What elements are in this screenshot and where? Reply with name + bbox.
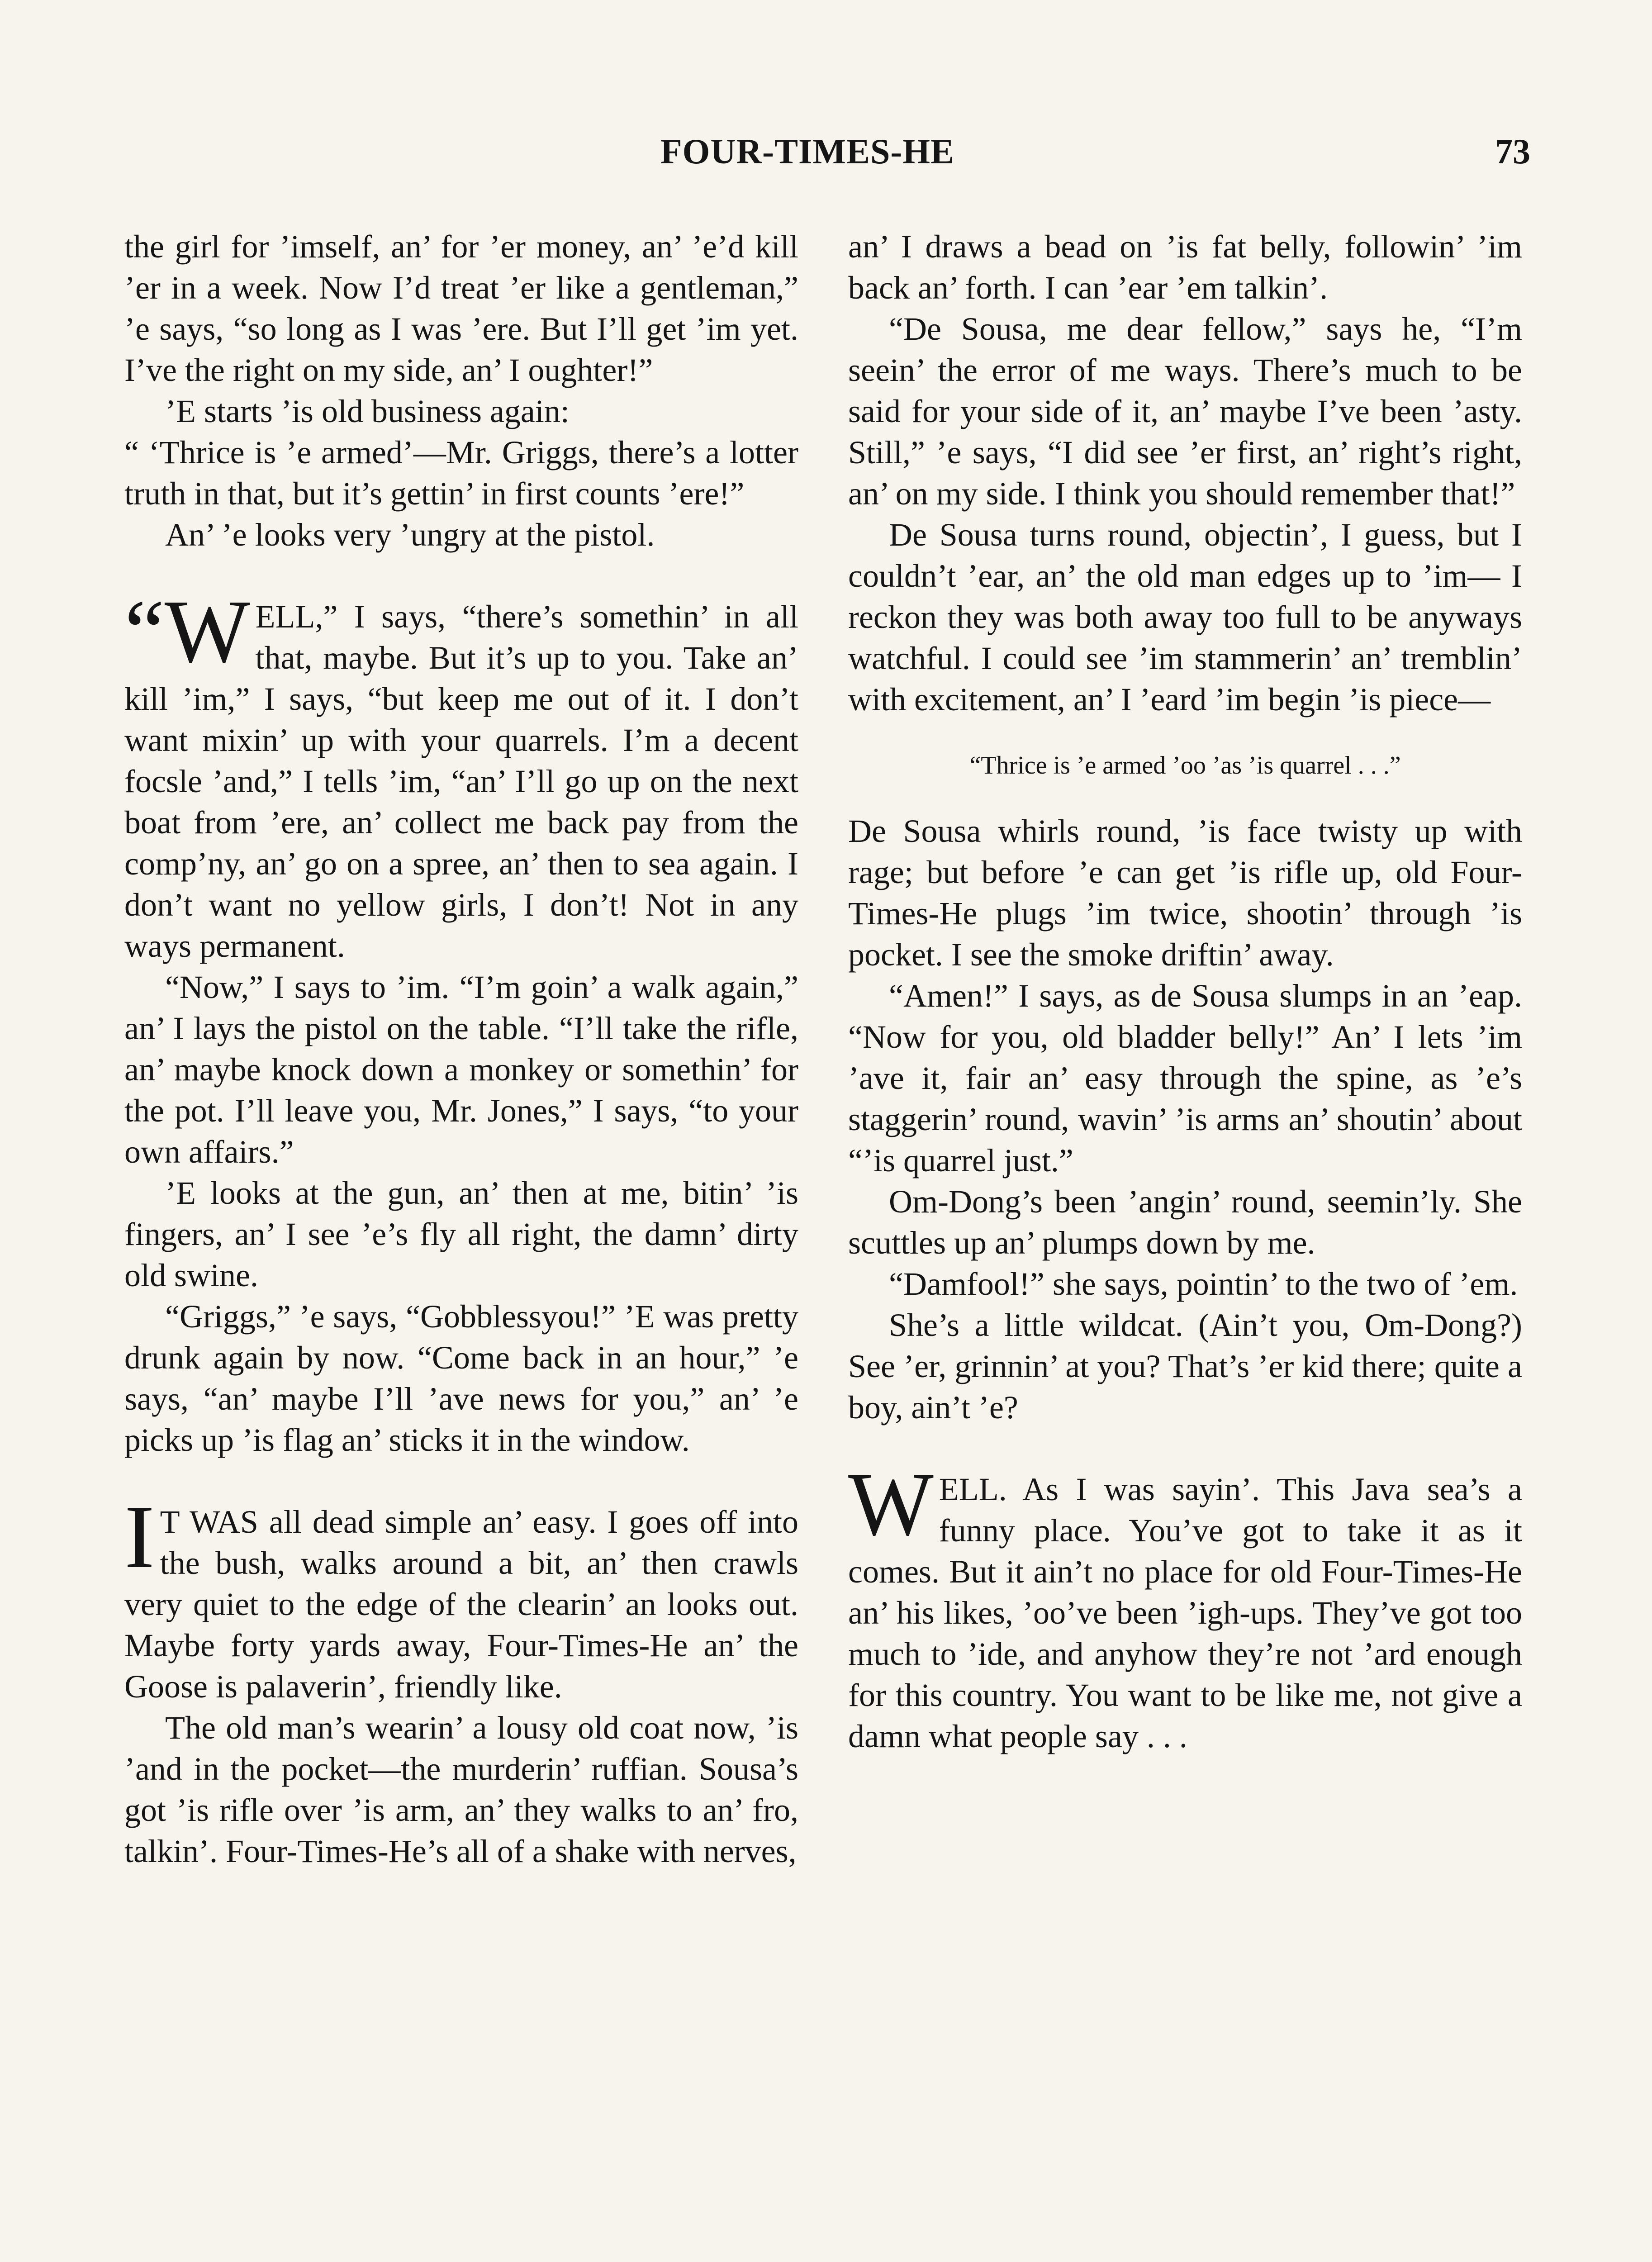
drop-cap: W	[848, 1454, 934, 1554]
paragraph: “Now,” I says to ’im. “I’m goin’ a walk again,” an’ I lays the pistol on the table. “I’ll take the rifle, an’ maybe knock down a monkey or somethin’ for the pot. I’ll leave you, Mr. Jones,” I says, “to your own affairs.”	[124, 969, 798, 1170]
paragraph: “Griggs,” ’e says, “Gobblessyou!” ’E was pretty drunk again by now. “Come back in an hour,” ’e says, “an’ maybe I’ll ’ave news for you,” an’ ’e picks up ’is flag an’ sticks it in the window.	[124, 1298, 798, 1458]
paragraph: The old man’s wearin’ a lousy old coat now, ’is ’and in the pocket—the murderin’ ruffian. Sousa’s got ’is rifle over ’is arm, an’ they walks to an’ fro, talkin’. Four-Times-He’s all of a shake with nerves,	[124, 1710, 798, 1869]
paragraph: ’E starts ’is old business again:	[165, 393, 570, 429]
paragraph: “Damfool!” she says, pointin’ to the two of ’em.	[889, 1266, 1518, 1302]
paragraph: She’s a little wildcat. (Ain’t you, Om-Dong?) See ’er, grinnin’ at you? That’s ’er kid there; quite a boy, ain’t ’e?	[848, 1307, 1522, 1426]
paragraph-text: T WAS all dead simple an’ easy. I goes off into the bush, walks around a bit, an’ then crawls very quiet to the edge of the clearin’ an looks out. Maybe forty yards away, Four-Times-He an’ the Goose is palaverin’, friendly like.	[124, 1504, 798, 1705]
paragraph: An’ ’e looks very ’ungry at the pistol.	[165, 517, 655, 553]
paragraph-text: ELL. As I was sayin’. This Java sea’s a funny place. You’ve got to take it as it comes. But it ain’t no place for old Four-Times-He an’ his likes, ’oo’ve been ’igh-ups. They’ve got too much to ’ide, and anyhow they’re not ’ard enough for this country. You want to be like me, not give a damn what people say . . .	[848, 1471, 1522, 1754]
drop-cap: I	[124, 1487, 155, 1587]
paragraph: “Amen!” I says, as de Sousa slumps in an ’eap. “Now for you, old bladder belly!” An’ I lets ’im ’ave it, fair an’ easy through the spine, as ’e’s staggerin’ round, wavin’ ’is arms an’ shoutin’ about “’is quarrel just.”	[848, 978, 1522, 1179]
verse-quote: “Thrice is ’e armed ’oo ’as ’is quarrel . . .”	[969, 751, 1401, 779]
page-header	[0, 131, 1652, 185]
paragraph: De Sousa turns round, objectin’, I guess, but I couldn’t ’ear, an’ the old man edges up to ’im— I reckon they was both away too full to be anyways watchful. I could see ’im stammerin’ an’ tremblin’ with excitement, an’ I ’eard ’im begin ’is piece—	[848, 517, 1522, 718]
drop-cap: “W	[124, 582, 250, 682]
paragraph: De Sousa whirls round, ’is face twisty up with rage; but before ’e can get ’is rifle up, old Four-Times-He plugs ’im twice, shootin’ through ’is pocket. I see the smoke driftin’ away.	[848, 813, 1522, 973]
paragraph: the girl for ’imself, an’ for ’er money, an’ ’e’d kill ’er in a week. Now I’d treat ’er like a gentleman,” ’e says, “so long as I was ’ere. But I’ll get ’im yet. I’ve the right on my side, an’ I oughter!”	[124, 228, 798, 388]
paragraph-text: ELL,” I says, “there’s somethin’ in all that, maybe. But it’s up to you. Take an’ kill ’im,” I says, “but keep me out of it. I don’t want mixin’ up with your quarrels. I’m a decent focsle ’and,” I tells ’im, “an’ I’ll go up on the next boat from ’ere, an’ collect me back pay from the comp’ny, an’ go on a spree, an’ then to sea again. I don’t want no yellow girls, I don’t! Not in any ways permanent.	[124, 599, 798, 964]
running-title: FOUR-TIMES-HE	[660, 132, 955, 171]
paragraph: an’ I draws a bead on ’is fat belly, followin’ ’im back an’ forth. I can ’ear ’em talkin’.	[848, 228, 1522, 306]
paragraph: ’E looks at the gun, an’ then at me, bitin’ ’is fingers, an’ I see ’e’s fly all right, the damn’ dirty old swine.	[124, 1175, 798, 1293]
page-number: 73	[1495, 132, 1530, 171]
section-paragraph	[124, 1487, 798, 1707]
paragraph: “De Sousa, me dear fellow,” says he, “I’m seein’ the error of me ways. There’s much to be said for your side of it, an’ maybe I’ve been ’asty. Still,” ’e says, “I did see ’er first, an’ right’s right, an’ on my side. I think you should remember that!”	[848, 311, 1522, 512]
right-column	[848, 226, 1522, 1757]
section-paragraph	[124, 582, 798, 967]
left-column	[124, 226, 798, 1872]
paragraph: Om-Dong’s been ’angin’ round, seemin’ly. She scuttles up an’ plumps down by me.	[848, 1183, 1522, 1261]
paragraph: “ ‘Thrice is ’e armed’—Mr. Griggs, there’s a lotter truth in that, but it’s gettin’ in first counts ’ere!”	[124, 434, 798, 512]
section-paragraph	[848, 1454, 1522, 1757]
